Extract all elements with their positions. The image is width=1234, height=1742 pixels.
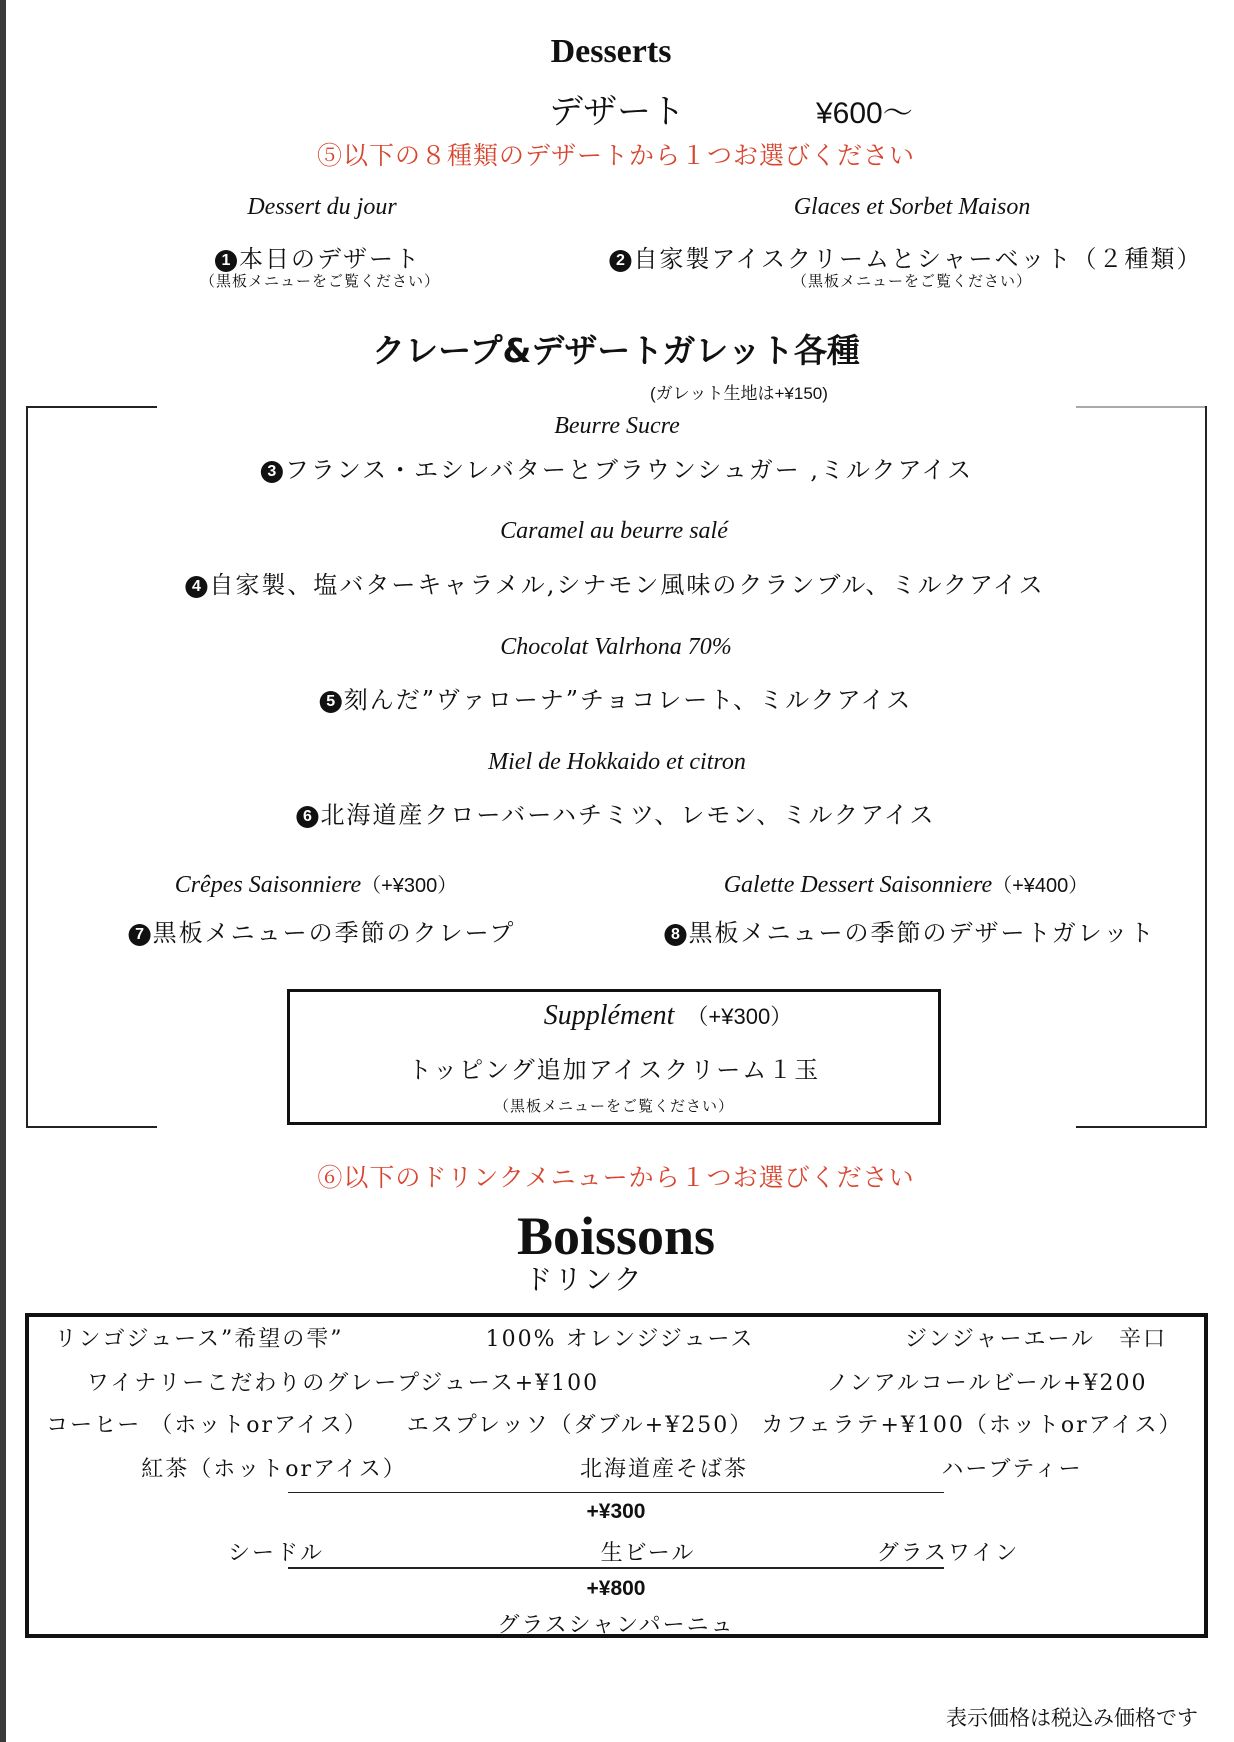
drink-apple-juice: リンゴジュース”希望の雫” [54, 1327, 344, 1352]
item-8-header [724, 869, 1089, 899]
item-6-japanese-name: 北海道産クローバーハチミツ、レモン、ミルクアイス [320, 801, 936, 829]
number-badge: 5 [320, 691, 342, 713]
item-7-extra-price: （+¥300） [361, 875, 458, 897]
drink-coffee: コーヒー （ホットorアイス） [46, 1413, 368, 1438]
drink-instruction: ⑥以下のドリンクメニューから１つお選びください [317, 1163, 915, 1192]
item-2-japanese-name: 自家製アイスクリームとシャーベット（２種類） [633, 245, 1203, 273]
item-1 [215, 239, 421, 274]
item-4-japanese-name: 自家製、塩バターキャラメル,シナモン風味のクランブル、ミルクアイス [209, 571, 1045, 599]
supplement-french-name: Supplément [543, 1000, 675, 1031]
item-7-header [175, 869, 458, 899]
item-3 [261, 450, 973, 485]
item-5-french-name: Chocolat Valrhona 70% [500, 634, 732, 660]
number-badge: 8 [664, 924, 686, 946]
supplement-price: （+¥300） [686, 1004, 793, 1029]
desserts-title-jp: デザート [549, 92, 685, 132]
item-2-french-name: Glaces et Sorbet Maison [793, 194, 1031, 220]
item-4-french-name: Caramel au beurre salé [500, 518, 728, 544]
drink-orange-juice: 100% オレンジジュース [485, 1327, 755, 1352]
drink-cider: シードル [227, 1541, 325, 1566]
item-7-french-name: Crêpes Saisonniere [174, 872, 362, 898]
drink-glass-wine: グラスワイン [876, 1541, 1020, 1566]
frame-bottom-left [26, 1126, 157, 1128]
supplement-note: （黒板メニューをご覧ください） [493, 1097, 735, 1115]
item-8 [664, 913, 1155, 948]
supplement-description: トッピング追加アイスクリーム１玉 [407, 1056, 821, 1084]
item-3-japanese-name: フランス・エシレバターとブラウンシュガー ,ミルクアイス [284, 456, 974, 484]
tax-included-note: 表示価格は税込み価格です [946, 1706, 1198, 1730]
item-5 [320, 680, 913, 715]
price-tier-800: +¥800 [586, 1577, 646, 1600]
number-badge: 6 [296, 806, 318, 828]
frame-top-right [1076, 406, 1207, 408]
page-left-edge [0, 0, 6, 1742]
crepes-heading: クレープ&デザートガレット各種 [372, 331, 860, 370]
item-7 [129, 913, 516, 948]
drink-black-tea: 紅茶（ホットorアイス） [141, 1457, 407, 1482]
item-8-french-name: Galette Dessert Saisonniere [723, 872, 993, 898]
drinks-title-jp: ドリンク [524, 1263, 644, 1296]
drink-grape-juice: ワイナリーこだわりのグレープジュース+¥100 [86, 1371, 600, 1396]
supplement-header [544, 1000, 792, 1032]
item-3-french-name: Beurre Sucre [554, 413, 680, 439]
galette-surcharge-note: (ガレット生地は+¥150) [650, 384, 828, 403]
divider-300 [288, 1492, 944, 1493]
drink-espresso: エスプレッソ（ダブル+¥250） [406, 1413, 754, 1438]
item-4 [185, 565, 1044, 600]
desserts-title: Desserts [550, 33, 672, 70]
number-badge: 3 [261, 461, 283, 483]
frame-left [26, 406, 28, 1128]
number-badge: 4 [185, 576, 207, 598]
item-8-extra-price: （+¥400） [992, 875, 1089, 897]
number-badge: 1 [215, 250, 237, 272]
number-badge: 7 [129, 924, 151, 946]
item-2 [609, 239, 1202, 274]
divider-800 [288, 1567, 944, 1569]
drink-draft-beer: 生ビール [600, 1541, 696, 1566]
drink-glass-champagne: グラスシャンパーニュ [497, 1613, 735, 1638]
item-1-japanese-name: 本日のデザート [239, 245, 421, 273]
item-8-japanese-name: 黒板メニューの季節のデザートガレット [688, 919, 1156, 947]
desserts-price: ¥600〜 [816, 97, 913, 130]
frame-right [1205, 406, 1207, 1128]
price-tier-300: +¥300 [586, 1500, 646, 1523]
drink-buckwheat-tea: 北海道産そば茶 [579, 1457, 749, 1482]
drink-ginger-ale: ジンジャーエール 辛口 [904, 1327, 1168, 1352]
dessert-instruction: ⑤以下の８種類のデザートから１つお選びください [316, 141, 916, 170]
drink-cafe-latte: カフェラテ+¥100（ホットorアイス） [761, 1413, 1183, 1438]
item-1-note: （黒板メニューをご覧ください） [199, 272, 441, 290]
number-badge: 2 [609, 250, 631, 272]
drink-non-alcoholic-beer: ノンアルコールビール+¥200 [826, 1371, 1148, 1396]
item-6-french-name: Miel de Hokkaido et citron [488, 749, 746, 775]
item-6 [296, 795, 935, 830]
drink-herb-tea: ハーブティー [941, 1457, 1083, 1482]
item-2-note: （黒板メニューをご覧ください） [791, 272, 1033, 290]
frame-top-left [26, 406, 157, 408]
frame-bottom-right [1076, 1126, 1207, 1128]
item-7-japanese-name: 黒板メニューの季節のクレープ [152, 919, 516, 947]
drinks-title: Boissons [516, 1206, 716, 1266]
item-1-french-name: Dessert du jour [247, 194, 397, 220]
item-5-japanese-name: 刻んだ”ヴァローナ”チョコレート、ミルクアイス [343, 686, 913, 714]
